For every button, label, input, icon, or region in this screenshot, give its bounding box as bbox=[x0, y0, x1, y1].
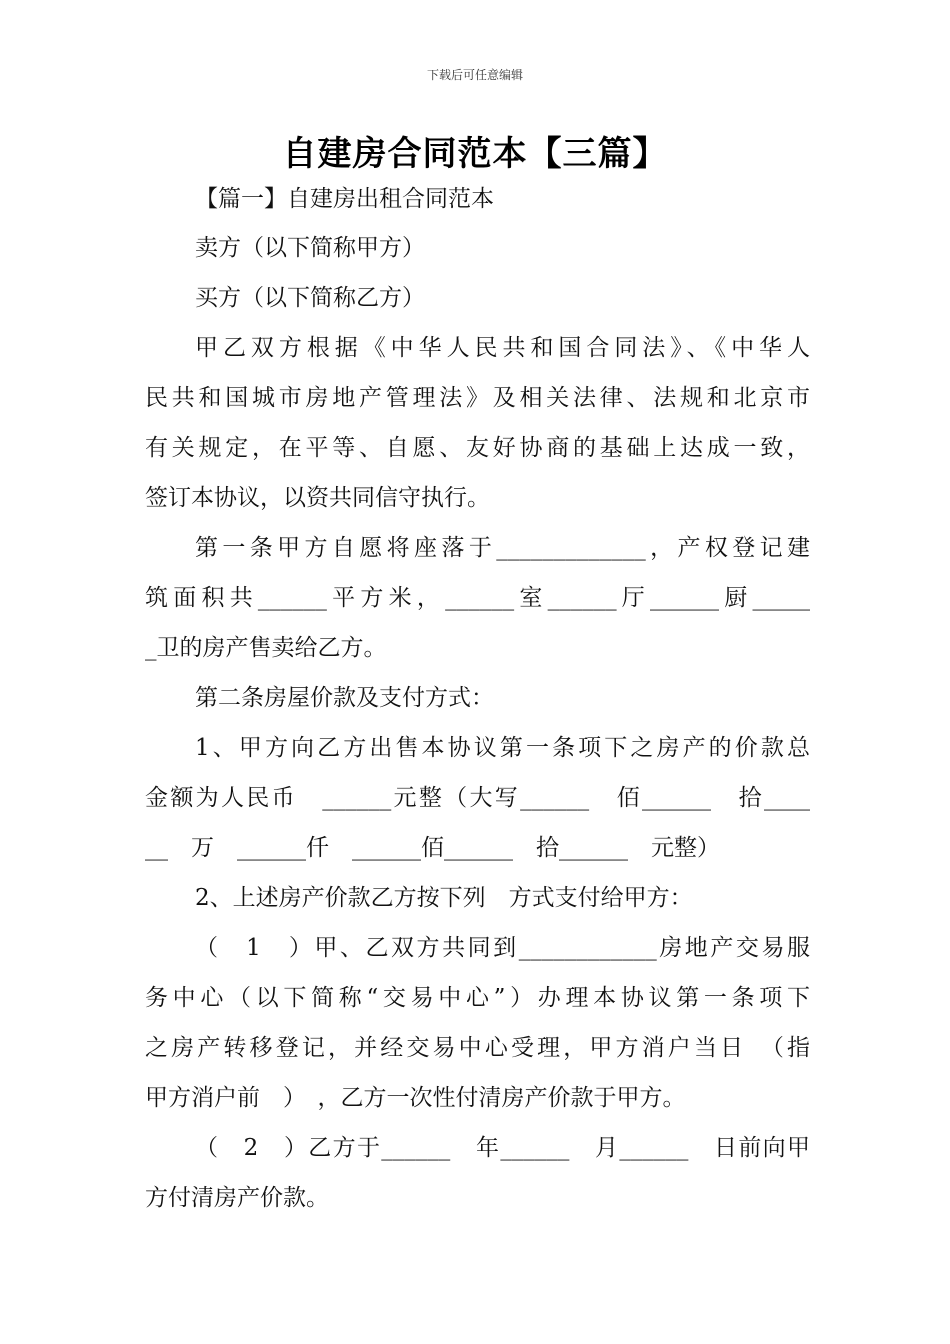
article-one-line: _卫的房产售卖给乙方。 bbox=[145, 635, 387, 661]
download-note: 下载后可任意编辑 bbox=[426, 68, 523, 82]
clause-line: （ 1 ）甲、乙双方共同到____________房地产交易服 bbox=[195, 935, 810, 961]
clause-line: 方付清房产价款。 bbox=[145, 1185, 329, 1211]
paragraph-line: 签订本协议，以资共同信守执行。 bbox=[145, 485, 490, 511]
clause-line: 之房产转移登记，并经交易中心受理，甲方消户当日 （指 bbox=[145, 1035, 810, 1061]
paragraph-line: 有关规定，在平等、自愿、友好协商的基础上达成一致， bbox=[145, 435, 810, 461]
clause-line: __ 万 ______仟 ______佰______ 拾______ 元整） bbox=[145, 835, 720, 861]
paragraph-line: 民共和国城市房地产管理法》及相关法律、法规和北京市 bbox=[145, 385, 810, 411]
clause-line: 金额为人民币 ______元整（大写______ 佰______ 拾____ bbox=[145, 785, 810, 811]
document-title: 自建房合同范本【三篇】 bbox=[282, 134, 668, 174]
article-two-heading: 第二条房屋价款及支付方式： bbox=[195, 685, 494, 711]
clause-line: 2、上述房产价款乙方按下列 方式支付给甲方： bbox=[195, 885, 693, 911]
buyer-line: 买方（以下简称乙方） bbox=[195, 285, 425, 311]
clause-line: （ 2 ）乙方于______ 年______ 月______ 日前向甲 bbox=[195, 1135, 810, 1161]
clause-line: 1、甲方向乙方出售本协议第一条项下之房产的价款总 bbox=[195, 735, 810, 761]
paragraph-line: 甲乙双方根据《中华人民共和国合同法》、《中华人 bbox=[195, 335, 810, 361]
section-heading: 【篇一】自建房出租合同范本 bbox=[195, 186, 494, 212]
article-one-line: 第一条甲方自愿将座落于_____________，产权登记建 bbox=[195, 535, 810, 561]
clause-line: 务中心（以下简称“交易中心”）办理本协议第一条项下 bbox=[145, 985, 810, 1011]
clause-line: 甲方消户前 ） ，乙方一次性付清房产价款于甲方。 bbox=[145, 1085, 686, 1111]
seller-line: 卖方（以下简称甲方） bbox=[195, 235, 425, 261]
article-one-line: 筑面积共______平方米，______室______厅______厨_____ bbox=[145, 585, 810, 611]
